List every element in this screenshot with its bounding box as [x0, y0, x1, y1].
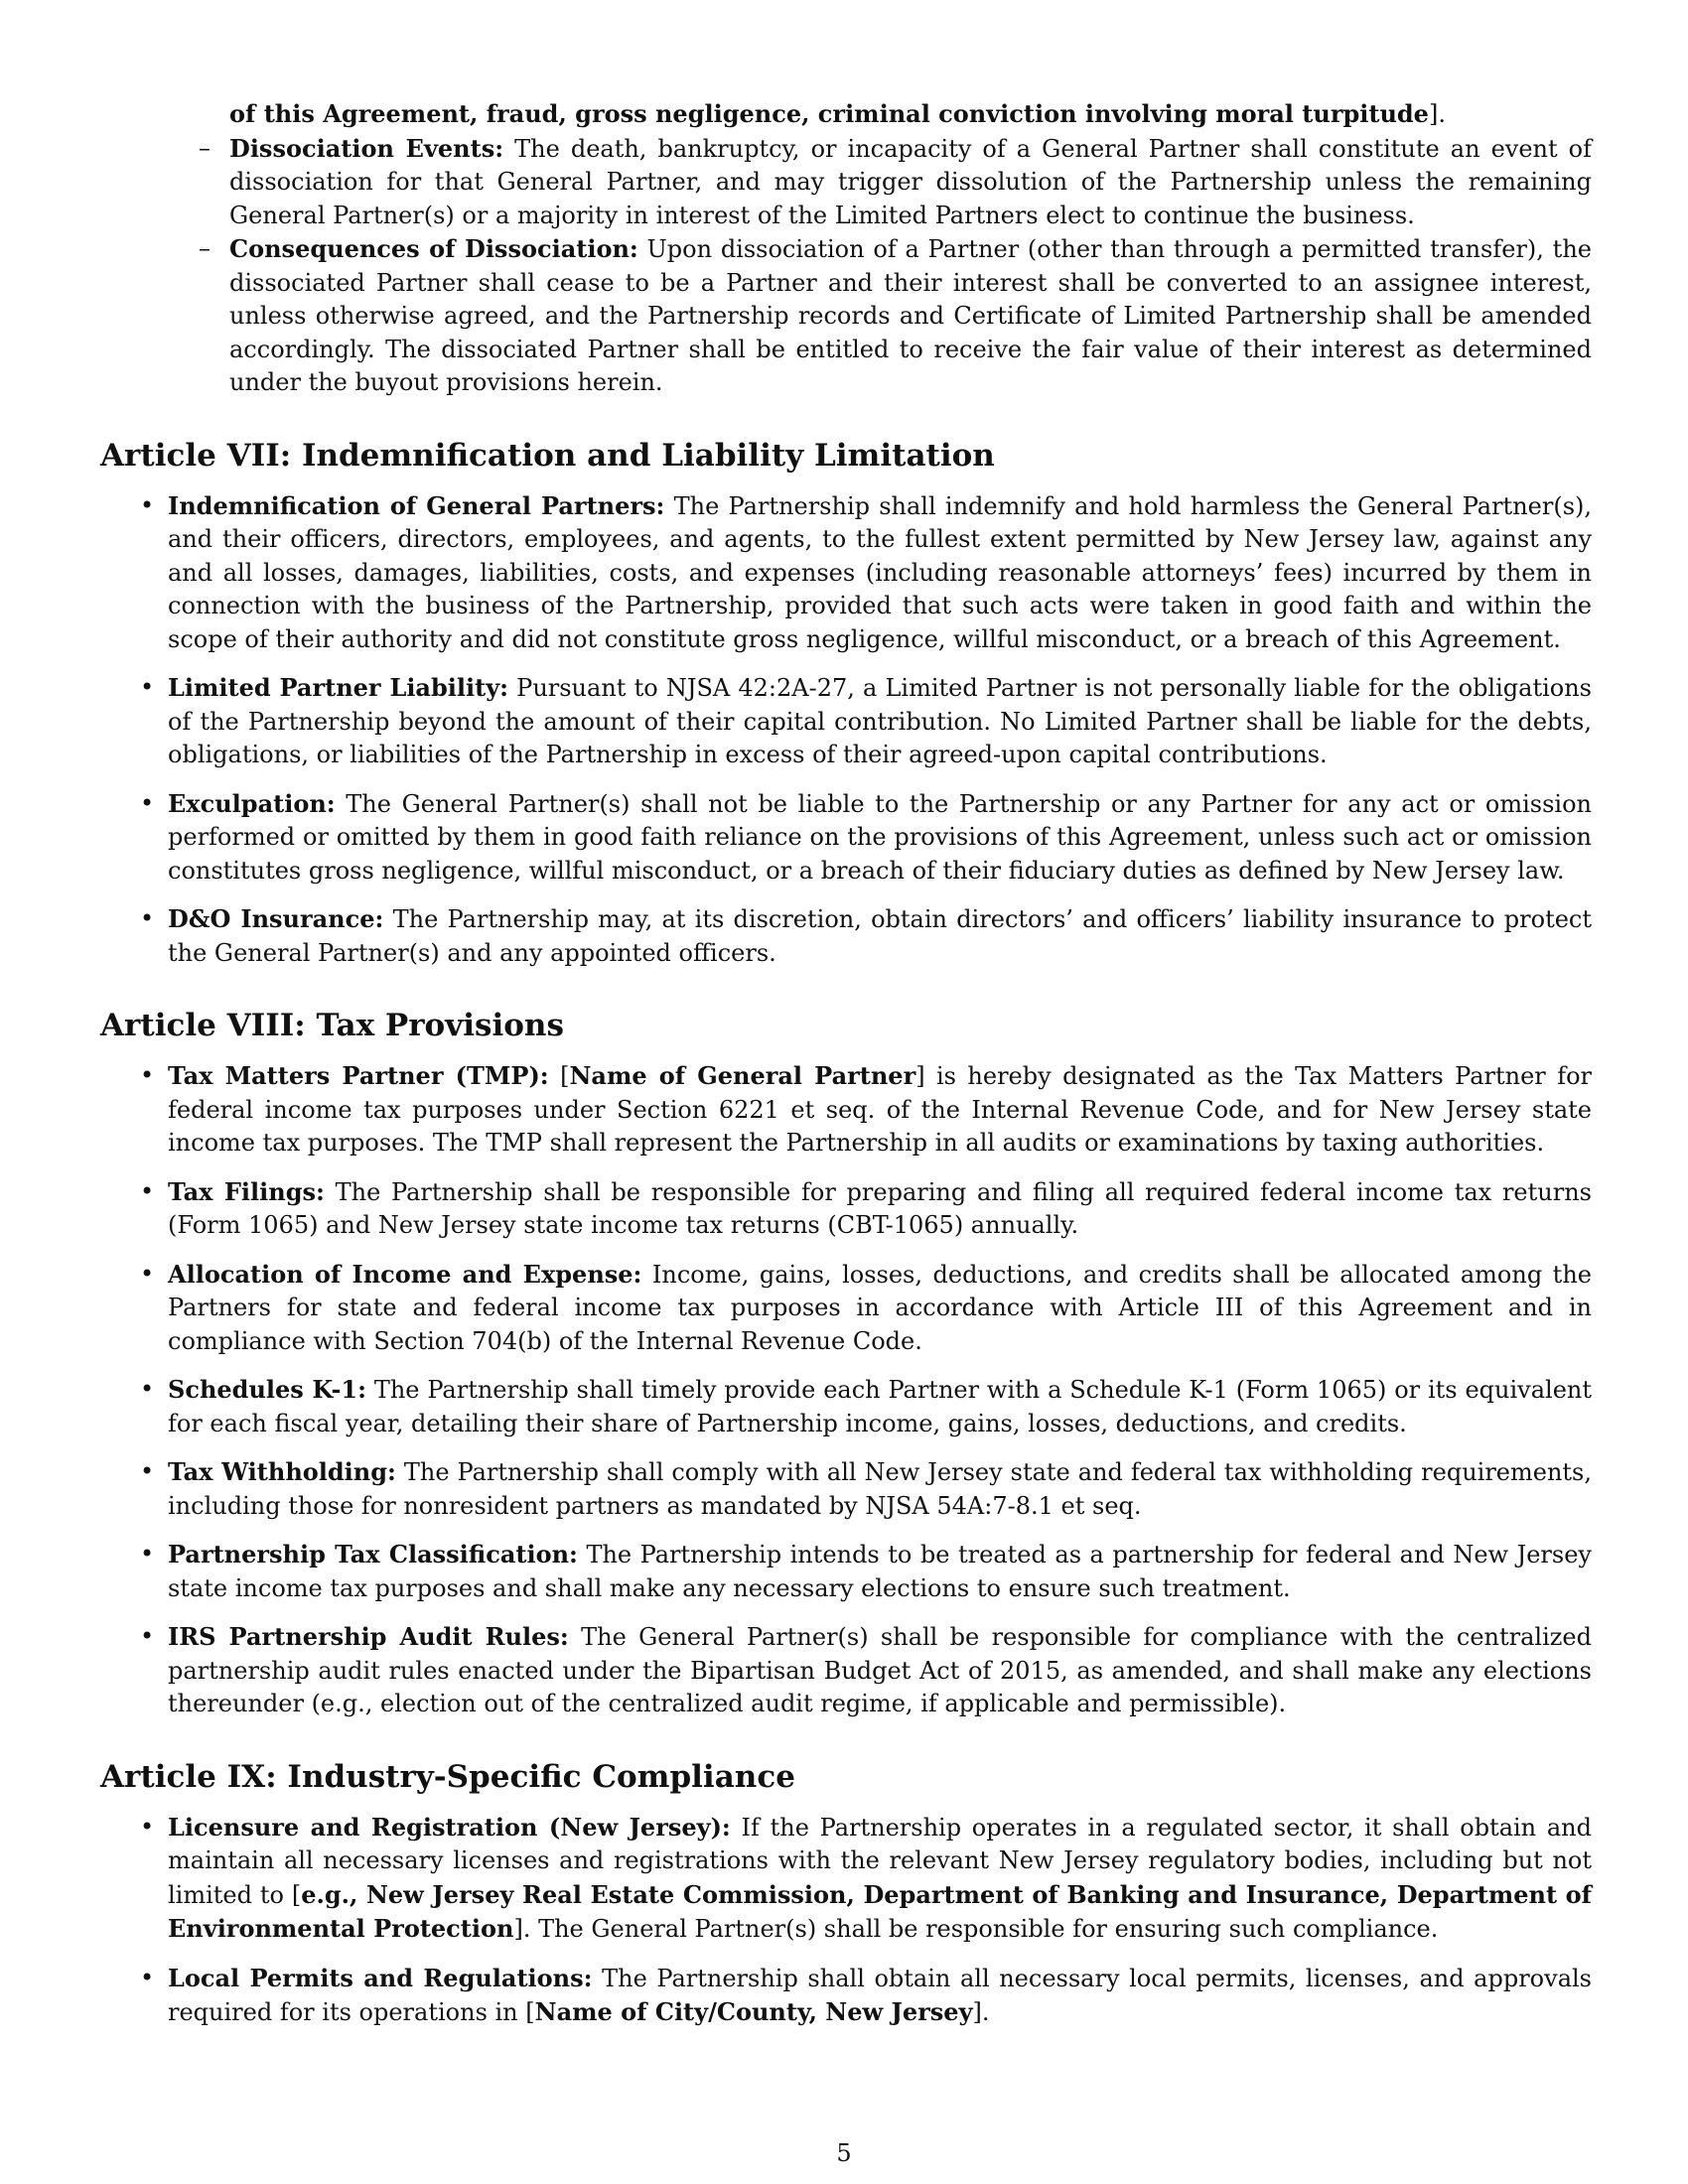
sub-item-title: Dissociation Events: [229, 133, 504, 163]
item-text: Pursuant to NJSA 42:2A-27, a Limited Partner is not personally liable for the obligations of the Partnership beyond the amount of their capital contribution. No Limited Partner shall be liable for the debts, obligations, or liabilities of the Partnership in excess of their agreed-upon capital contributions. [168, 674, 1592, 768]
item-text-prefix: [ [548, 1062, 570, 1090]
list-item [140, 787, 1592, 888]
list-item [140, 1059, 1592, 1160]
item-title: IRS Partnership Audit Rules: [168, 1622, 569, 1651]
list-item [140, 1175, 1592, 1243]
item-text: The Partnership shall be responsible for preparing and filing all required federal income tax returns (Form 1065) and New Jersey state income tax returns (CBT-1065) annually. [168, 1177, 1592, 1239]
list-item [140, 1962, 1592, 2030]
item-title: Schedules K-1: [168, 1375, 366, 1404]
list-item [140, 1811, 1593, 1947]
bullet-icon: • [140, 1457, 155, 1485]
item-text: ]. The General Partner(s) shall be responsible for ensuring such compliance. [513, 1915, 1439, 1943]
sub-item-title: Consequences of Dissociation: [229, 234, 638, 263]
article-ix-list [100, 1811, 1592, 2030]
article-vii-heading: Article VII: Indemnification and Liability Limitation [100, 437, 995, 474]
item-title: Indemnification of General Partners: [168, 490, 665, 520]
item-text: The General Partner(s) shall not be liable to the Partnership or any Partner for any act or omission performed or omitted by them in good faith reliance on the provisions of this Agreement, unless such act or omission constitutes gross negligence, willful misconduct, or a breach of their fiduciary duties as defined by New Jersey law. [168, 789, 1592, 885]
article-viii-list [100, 1059, 1592, 1721]
sub-item-dissociation-events [199, 132, 1593, 233]
bullet-icon: • [140, 1540, 155, 1568]
dash-marker: – [199, 234, 211, 262]
item-text: ]. [972, 1998, 990, 2026]
dissociation-sublist [100, 132, 1592, 400]
bullet-icon: • [140, 1812, 155, 1841]
sub-item-consequences-of-dissociation [199, 232, 1592, 400]
item-title: Limited Partner Liability: [168, 673, 509, 702]
bullet-icon: • [140, 788, 155, 817]
article-viii-heading: Article VIII: Tax Provisions [100, 1008, 564, 1043]
item-text-prefix: The Partnership shall obtain all necessary local permits, licenses, and approvals required for its operations in [ [168, 1964, 1592, 2026]
list-item [140, 489, 1593, 657]
continuation-line [229, 97, 1592, 132]
item-title: Tax Filings: [168, 1176, 325, 1206]
item-text: ] is hereby designated as the Tax Matters Partner for federal income tax purposes under Section 6221 et seq. of the Internal Revenue Code, and for New Jersey state income tax purposes. The TMP shall represent the Partnership in all audits or examinations by taxing authorities. [168, 1062, 1592, 1157]
page-number: 5 [836, 2139, 852, 2167]
item-text: The Partnership may, at its discretion, obtain directors’ and officers’ liability insurance to protect the General Partner(s) and any appointed officers. [168, 905, 1593, 967]
article-vii-list [100, 489, 1592, 971]
bullet-icon: • [140, 490, 155, 519]
bullet-icon: • [140, 904, 155, 932]
item-title: Exculpation: [168, 788, 336, 818]
item-text-prefix: If the Partnership operates in a regulated sector, it shall obtain and maintain all necessary licenses and registrations with the relevant New Jersey regulatory bodies, including but not limited to [ [168, 1813, 1592, 1909]
bullet-icon: • [140, 1375, 155, 1403]
list-item [140, 1538, 1592, 1605]
item-text: The Partnership shall indemnify and hold harmless the General Partner(s), and their officers, directors, employees, and agents, to the fullest extent permitted by New Jersey law, against any and all losses, damages, liabilities, costs, and expenses (including reasonable attorneys’ fees) incurred by them in connection with the business of the Partnership, provided that such acts were taken in good faith and within the scope of their authority and did not constitute gross negligence, willful misconduct, or a breach of this Agreement. [168, 491, 1593, 653]
item-bold-placeholder: e.g., New Jersey Real Estate Commission, Department of Banking and Insurance, Department of Environmental Protection [168, 1879, 1593, 1943]
item-title: Local Permits and Regulations: [168, 1963, 593, 1992]
sub-item-text: The death, bankruptcy, or incapacity of a General Partner shall constitute an event of dissociation for that General Partner, and may trigger dissolution of the Partnership unless the remaining General Partner(s) or a majority in interest of the Limited Partners elect to continue the business. [229, 134, 1593, 229]
item-title: Tax Matters Partner (TMP): [168, 1061, 549, 1090]
item-title: Tax Withholding: [168, 1457, 396, 1486]
item-title: D&O Insurance: [168, 904, 384, 933]
list-item [140, 1455, 1593, 1523]
bullet-icon: • [140, 1061, 155, 1089]
item-title: Partnership Tax Classification: [168, 1540, 578, 1569]
item-text: The Partnership shall timely provide each Partner with a Schedule K-1 (Form 1065) or its equivalent for each fiscal year, detailing their share of Partnership income, gains, losses, deductions, and credits. [168, 1376, 1593, 1437]
bullet-icon: • [140, 1622, 155, 1650]
bullet-icon: • [140, 1963, 155, 1991]
document-page [100, 97, 1592, 2045]
continuation-suffix: ]. [1428, 100, 1446, 128]
list-item [140, 1373, 1593, 1440]
item-text: The General Partner(s) shall be responsible for compliance with the centralized partnership audit rules enacted under the Bipartisan Budget Act of 2015, as amended, and shall make any elections thereunder (e.g., election out of the centralized audit regime, if applicable and permissible). [168, 1623, 1592, 1717]
list-item [140, 1620, 1592, 1721]
item-title: Licensure and Registration (New Jersey): [168, 1812, 731, 1842]
bullet-icon: • [140, 1176, 155, 1205]
item-text: Income, gains, losses, deductions, and credits shall be allocated among the Partners for state and federal income tax purposes in accordance with Article III of this Agreement and in compliance with Section 704(b) of the Internal Revenue Code. [168, 1260, 1592, 1355]
sub-item-text: Upon dissociation of a Partner (other than through a permitted transfer), the dissociated Partner shall cease to be a Partner and their interest shall be converted to an assignee interest, unless otherwise agreed, and the Partnership records and Certificate of Limited Partnership shall be amended accordingly. The dissociated Partner shall be entitled to receive the fair value of their interest as determined under the buyout provisions herein. [229, 235, 1592, 396]
list-item [140, 1258, 1592, 1359]
item-bold-placeholder: Name of General Partner [569, 1061, 916, 1090]
list-item [140, 902, 1593, 970]
dash-marker: – [199, 133, 211, 162]
continuation-bold: of this Agreement, fraud, gross negligence, criminal conviction involving moral turpitude [229, 99, 1429, 128]
article-ix-heading: Article IX: Industry-Specific Compliance [100, 1758, 795, 1795]
item-text: The Partnership shall comply with all New Jersey state and federal tax withholding requirements, including those for nonresident partners as mandated by NJSA 54A:7-8.1 et seq. [168, 1458, 1593, 1520]
item-text: The Partnership intends to be treated as a partnership for federal and New Jersey state income tax purposes and shall make any necessary elections to ensure such treatment. [168, 1541, 1592, 1602]
bullet-icon: • [140, 1259, 155, 1288]
item-bold-placeholder: Name of City/County, New Jersey [534, 1997, 973, 2026]
bullet-icon: • [140, 673, 155, 701]
list-item [140, 671, 1592, 772]
item-title: Allocation of Income and Expense: [168, 1259, 642, 1289]
